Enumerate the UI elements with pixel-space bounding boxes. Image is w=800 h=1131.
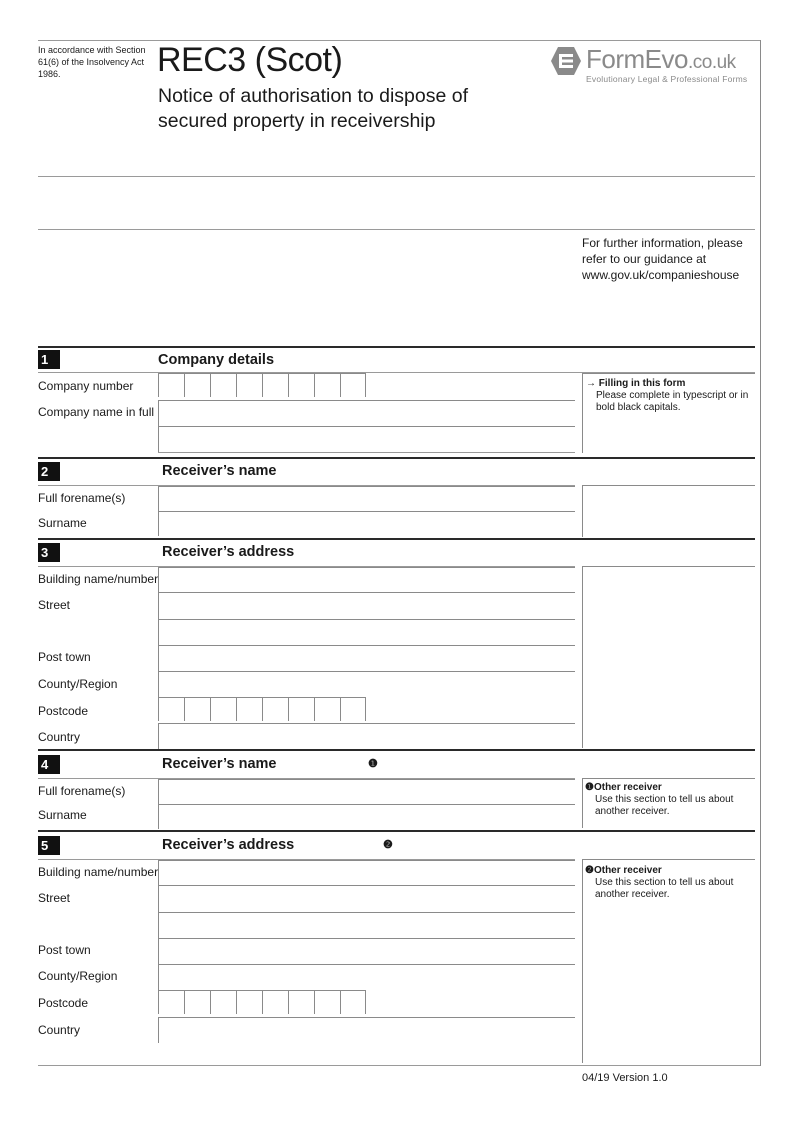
receiver1-surname-field[interactable] [158, 511, 575, 536]
other-receiver-text-2: Use this section to tell us about another receiver. [595, 877, 734, 900]
street-field-1[interactable] [158, 592, 575, 619]
form-version: 04/19 Version 1.0 [582, 1072, 668, 1084]
logo-tld: .co.uk [687, 52, 736, 73]
company-number-box[interactable] [262, 373, 288, 397]
receiver1-surname-label: Surname [38, 516, 87, 530]
logo-brand: FormEvo [586, 44, 688, 74]
receiver2-forename-field[interactable] [158, 779, 575, 804]
section3-number: 3 [38, 543, 60, 562]
section5-heading: Receiver’s address [162, 837, 295, 853]
other-receiver-title-1: Other receiver [593, 782, 662, 793]
section2-number: 2 [38, 462, 60, 481]
street2-label: Street [38, 891, 71, 905]
logo-wordmark [586, 44, 736, 75]
post-town2-label: Post town [38, 943, 91, 957]
logo-tagline: Evolutionary Legal & Professional Forms [586, 74, 748, 84]
other-receiver-title-2: Other receiver [593, 865, 662, 876]
postcode-box[interactable] [288, 697, 314, 721]
filling-form-title: Filling in this form [598, 378, 686, 389]
company-number-label: Company number [38, 379, 134, 393]
company-name-field-1[interactable] [158, 400, 575, 426]
postcode2-label: Postcode [38, 996, 89, 1010]
section2-side-panel [582, 485, 755, 537]
postcode2-box[interactable] [314, 990, 340, 1014]
street2-field-2[interactable] [158, 912, 575, 938]
receiver2-surname-field[interactable] [158, 804, 575, 829]
postcode-label: Postcode [38, 704, 89, 718]
postcode2-box[interactable] [262, 990, 288, 1014]
postcode-boxes[interactable] [158, 697, 366, 721]
section5-top-rule [38, 830, 755, 832]
postcode-box[interactable] [210, 697, 236, 721]
postcode2-box[interactable] [184, 990, 210, 1014]
form-title-line2: secured property in receivership [158, 110, 436, 132]
building2-label: Building name/number [38, 865, 159, 879]
post-town-field[interactable] [158, 645, 575, 671]
section1-top-rule [38, 346, 755, 348]
note-2-marker: ❷ [383, 839, 393, 851]
other-receiver-text-1: Use this section to tell us about another receiver. [595, 794, 734, 817]
section2-top-rule [38, 457, 755, 459]
postcode2-box[interactable] [210, 990, 236, 1014]
section4-heading: Receiver’s name [162, 756, 277, 772]
guidance-text: For further information, please refer to our guidance at www.gov.uk/companieshouse [582, 236, 743, 282]
postcode2-box[interactable] [236, 990, 262, 1014]
county2-label: County/Region [38, 969, 118, 983]
country-field[interactable] [158, 723, 575, 749]
postcode-box[interactable] [314, 697, 340, 721]
form-code: REC3 (Scot) [157, 41, 343, 79]
section3-heading: Receiver’s address [162, 544, 295, 560]
postcode2-box[interactable] [340, 990, 366, 1014]
note-1-icon: ❶ [585, 782, 594, 793]
section5-number: 5 [38, 836, 60, 855]
company-number-box[interactable] [158, 373, 184, 397]
page-bottom-rule [38, 1065, 760, 1066]
building-field[interactable] [158, 567, 575, 592]
section1-side-note [586, 378, 751, 414]
company-number-box[interactable] [314, 373, 340, 397]
county-label: County/Region [38, 677, 118, 691]
company-number-boxes[interactable] [158, 373, 366, 397]
page-border-right [760, 40, 761, 1066]
section3-side-panel [582, 566, 755, 748]
section1-heading: Company details [158, 352, 275, 368]
receiver2-surname-label: Surname [38, 808, 87, 822]
company-name-label: Company name in full [38, 405, 155, 419]
receiver2-forename-label: Full forename(s) [38, 784, 126, 798]
building2-field[interactable] [158, 860, 575, 885]
country2-field[interactable] [158, 1017, 575, 1043]
post-town-label: Post town [38, 650, 91, 664]
section2-heading: Receiver’s name [162, 463, 277, 479]
company-number-box[interactable] [236, 373, 262, 397]
building-label: Building name/number [38, 572, 159, 586]
postcode-box[interactable] [340, 697, 366, 721]
header-divider-1 [38, 176, 755, 177]
formevo-logo [546, 44, 756, 88]
country-label: Country [38, 730, 81, 744]
header-divider-2 [38, 229, 755, 230]
section1-number: 1 [38, 350, 60, 369]
note-2-icon: ❷ [585, 865, 594, 876]
company-number-box[interactable] [340, 373, 366, 397]
legal-reference: In accordance with Section 61(6) of the Insolvency Act 1986. [38, 45, 146, 79]
postcode2-box[interactable] [288, 990, 314, 1014]
receiver1-forename-label: Full forename(s) [38, 491, 126, 505]
page-border-top [38, 40, 760, 41]
country2-label: Country [38, 1023, 81, 1037]
company-name-field-2[interactable] [158, 426, 575, 452]
company-number-box[interactable] [184, 373, 210, 397]
company-number-box[interactable] [288, 373, 314, 397]
company-name-bottom-rule [158, 452, 575, 453]
formevo-hexagon-icon [550, 46, 582, 76]
county2-field[interactable] [158, 964, 575, 990]
street-field-2[interactable] [158, 619, 575, 645]
form-title-line1: Notice of authorisation to dispose of [158, 85, 469, 107]
postcode2-boxes[interactable] [158, 990, 366, 1014]
section4-number: 4 [38, 755, 60, 774]
section4-side-note [585, 782, 753, 818]
postcode2-box[interactable] [158, 990, 184, 1014]
section5-side-note [585, 865, 753, 901]
street2-field-1[interactable] [158, 885, 575, 912]
form-title [158, 84, 498, 134]
postcode-box[interactable] [236, 697, 262, 721]
section3-top-rule [38, 538, 755, 540]
county-field[interactable] [158, 671, 575, 697]
receiver1-forename-field[interactable] [158, 486, 575, 511]
street-label: Street [38, 598, 71, 612]
section4-top-rule [38, 749, 755, 751]
note-1-marker: ❶ [368, 758, 378, 770]
postcode-box[interactable] [158, 697, 184, 721]
postcode-box[interactable] [184, 697, 210, 721]
post-town2-field[interactable] [158, 938, 575, 964]
postcode-box[interactable] [262, 697, 288, 721]
filling-form-text: Please complete in typescript or in bold black capitals. [596, 390, 749, 413]
company-number-box[interactable] [210, 373, 236, 397]
arrow-right-icon: → [586, 378, 596, 389]
